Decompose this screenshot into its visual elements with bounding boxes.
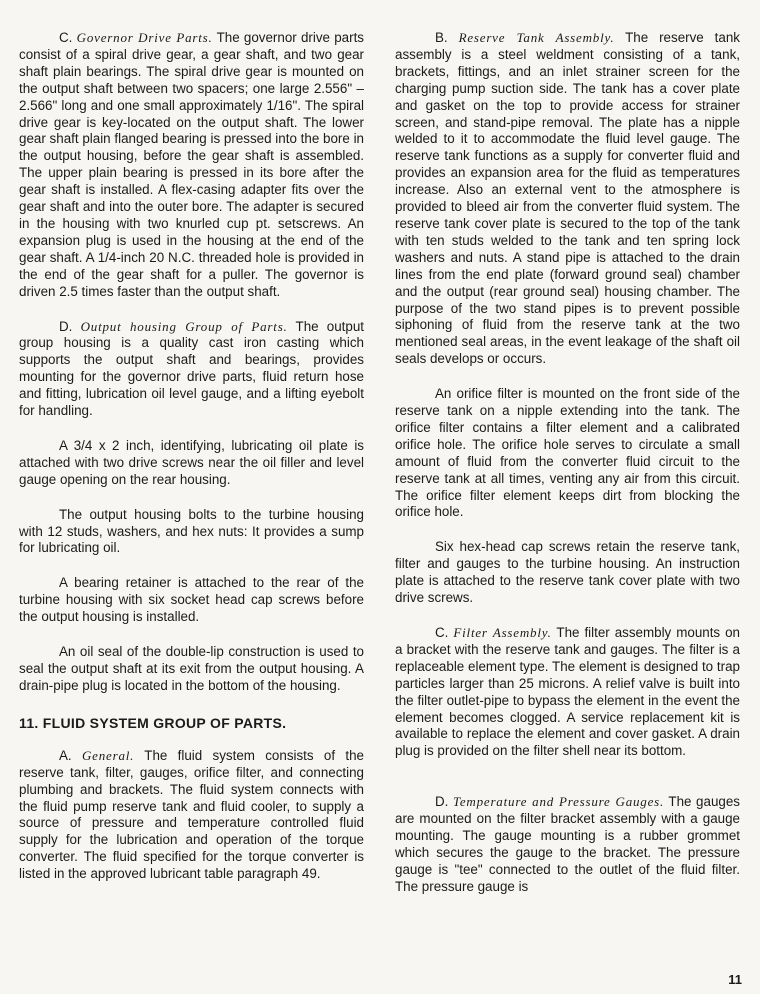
subsection-title: Governor Drive Parts. [76,30,213,45]
subsection-title: Filter Assembly. [453,625,552,640]
bearing-retainer-paragraph: A bearing retainer is attached to the rear of the turbine housing with six socket head cap screws before the output housing is installed. [19,575,364,625]
page-number: 11 [728,972,742,987]
left-column [19,30,364,883]
subsection-title: Reserve Tank Assembly. [458,30,615,45]
fluid-system-general-paragraph: A. General. The fluid system consists of the reserve tank, filter, gauges, orifice filter, and connecting plumbing and brackets. The fluid system connects with the fluid pump reserve tank and fluid cooler, to supply a source of pressure and temperature controlled fluid supply for the lubrication and operation of the torque converter. The fluid specified for the torque converter is listed in the approved lubricant table paragraph 49. [19,747,364,882]
subsection-title: Temperature and Pressure Gauges. [452,794,665,810]
filter-assembly-paragraph: C. Filter Assembly. The filter assembly mounts on a bracket with the reserve tank and gauges. The filter is a replaceable element type. The element is designed to trap particles larger than 25 microns. A relief valve is built into the filter outlet-pipe to bypass the element in the event the element becomes clogged. A service replacement kit is available to replace the element and cover gasket. A drain plug is provided on the filter shell near its bottom. [395,625,740,759]
orifice-filter-paragraph: An orifice filter is mounted on the front side of the reserve tank on a nipple extending into the tank. The orifice filter contains a filter element and a calibrated orifice hole. The orifice hole serves to circulate a small amount of fluid from the converter fluid circuit to the reserve tank at all times, venting any air from this circuit. The orifice filter element keeps dirt from blocking the orifice hole. [395,386,740,520]
oil-seal-paragraph: An oil seal of the double-lip construction is used to seal the output shaft at its exit from the output housing. A drain-pipe plug is located in the bottom of the housing. [19,644,364,693]
housing-bolts-paragraph: The output housing bolts to the turbine housing with 12 studs, washers, and hex nuts: It provides a sump for lubricating oil. [19,506,364,556]
subsection-title: Output housing Group of Parts. [80,318,288,334]
output-housing-paragraph: D. Output housing Group of Parts. The output group housing is a quality cast iron casting which supports the output shaft and bearings, provides mounting for the governor drive parts, fluid return hose and fitting, lubrication oil level gauge, and a lifting eyebolt for handling. [19,318,364,419]
oil-plate-paragraph: A 3/4 x 2 inch, identifying, lubricating oil plate is attached with two drive screws near the oil filler and level gauge opening on the rear housing. [19,437,364,487]
governor-drive-parts-paragraph: C. Governor Drive Parts. The governor drive parts consist of a spiral drive gear, a gear shaft, and two gear shaft plain bearings. The spiral drive gear is mounted on the output shaft between two spacers; one large 2.556" – 2.566" long and one small approximately 1/16". The spiral drive gear is key-located on the output shaft. The lower gear shaft plain flanged bearing is pressed into the bore in the output housing, before the gear shaft is assembled. The upper plain bearing is pressed in its bore after the gear shaft is installed. A flex-casing adapter fits over the gear shaft and into the outer bore. The adapter is secured in the housing with two knurled cup pt. setscrews. An expansion plug is used in the housing at the end of the gear shaft. A 1/4-inch 20 N.C. threaded hole is provided in the end of the gear shaft for a puller. The governor is driven 2.5 times faster than the output shaft. [19,30,364,299]
cap-screws-paragraph: Six hex-head cap screws retain the reserve tank, filter and gauges to the turbine housing. An instruction plate is attached to the reserve tank cover plate with two drive screws. [395,539,740,606]
right-column [395,30,740,896]
reserve-tank-paragraph: B. Reserve Tank Assembly. The reserve tank assembly is a steel weldment consisting of a tank, brackets, fittings, and an inlet strainer screen for the charging pump suction side. The tank has a cover plate and gasket on the top to provide access for strainer screen, and stand-pipe removal. The plate has a nipple welded to it to accommodate the fluid level gauge. The reserve tank functions as a supply for converter fluid and provides an expansion area for the fluid as temperatures increase. Also an external vent to the atmosphere is provided to bleed air from the converter fluid system. The reserve tank cover plate is secured to the top of the tank with ten studs welded to the tank and ten spring lock washers and nuts. A stand pipe is attached to the drain lines from the end plate (forward ground seal) chamber and the output (rear ground seal) housing chamber. The purpose of the two stand pipes is to prevent possible siphoning of fluid from the reserve tank at the two mentioned seal areas, in the event leakage of the shaft oil seals develops or occurs. [395,30,740,367]
subsection-title: General. [81,747,135,763]
section-heading: 11. FLUID SYSTEM GROUP OF PARTS. [19,714,287,731]
gauges-paragraph: D. Temperature and Pressure Gauges. The gauges are mounted on the filter bracket assembly with a gauge mounting. The gauge mounting is a rubber grommet which secures the gauge to the bracket. The pressure gauge is "tee" connected to the outlet of the fluid filter. The pressure gauge is [395,794,740,894]
